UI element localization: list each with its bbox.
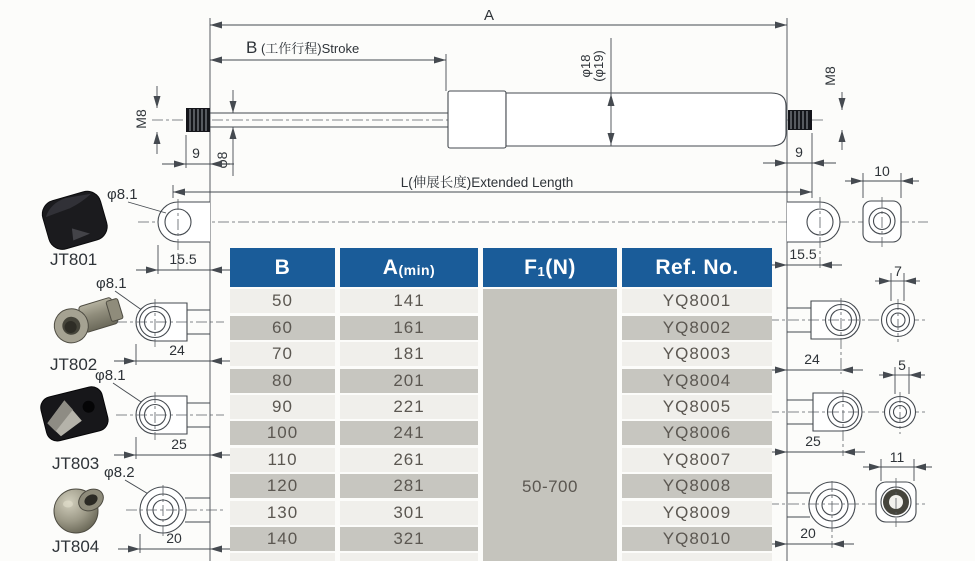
dim-label-thickness-row3: 5 xyxy=(898,357,906,373)
dim-label-rod-diameter: φ8 xyxy=(214,151,230,169)
gas-spring-body xyxy=(152,91,825,148)
dim-label-stroke: B (工作行程)Stroke xyxy=(246,38,360,57)
dim-thickness-row3 xyxy=(879,357,925,394)
dim-label-stud-right: 9 xyxy=(795,144,803,160)
fitting-label-jt802: JT802 xyxy=(50,355,98,374)
col-header-ref-no: Ref. No. xyxy=(622,248,772,287)
cell-b: 80 xyxy=(230,369,335,393)
thread-stud-right xyxy=(788,110,812,130)
cell-a: 261 xyxy=(340,448,478,472)
cylinder-tube xyxy=(506,93,786,146)
fitting-photo-jt801 xyxy=(39,188,110,253)
cell-a: 181 xyxy=(340,342,478,366)
cell-a: 301 xyxy=(340,501,478,525)
side-view-row3 xyxy=(885,392,916,434)
dim-eyelet-jt804 xyxy=(118,530,232,553)
side-view-row1 xyxy=(863,197,901,247)
dim-label-tube-diameter-alt: (φ19) xyxy=(591,50,606,82)
cell-a: 201 xyxy=(340,369,478,393)
dim-eyelet-right-row2 xyxy=(765,351,863,370)
dim-eyelet-left xyxy=(136,245,232,274)
dim-label-jt803: 25 xyxy=(171,436,187,452)
fitting-photo-jt804 xyxy=(54,485,107,533)
cell-ref: YQ8006 xyxy=(622,421,772,445)
cell-a: 141 xyxy=(340,289,478,313)
dim-overall-length xyxy=(210,7,787,25)
dim-eyelet-jt802 xyxy=(114,342,232,365)
cell-b: 50 xyxy=(230,289,335,313)
fitting-label-jt804: JT804 xyxy=(52,537,100,556)
col-header-b: B xyxy=(230,248,335,287)
dim-extended-length xyxy=(173,174,812,192)
eyelet-drawing-jt803 xyxy=(116,392,224,440)
cell-b: 60 xyxy=(230,316,335,340)
side-view-row4 xyxy=(876,478,916,527)
fitting-label-jt801: JT801 xyxy=(50,250,98,269)
dim-label-eyelet-right-row4: 20 xyxy=(800,525,816,541)
cell-b: 120 xyxy=(230,474,335,498)
cell-empty xyxy=(622,553,772,561)
cell-ref: YQ8002 xyxy=(622,316,772,340)
col-header-a-min: A (min) xyxy=(340,248,478,287)
force-range-cell xyxy=(483,289,617,561)
cell-b: 70 xyxy=(230,342,335,366)
cell-b: 110 xyxy=(230,448,335,472)
cell-b: 140 xyxy=(230,527,335,551)
dim-label-thickness-row1: 10 xyxy=(874,163,890,179)
cell-a: 241 xyxy=(340,421,478,445)
cell-ref: YQ8007 xyxy=(622,448,772,472)
cell-b: 100 xyxy=(230,421,335,445)
fitting-label-jt803: JT803 xyxy=(52,454,100,473)
cell-ref: YQ8008 xyxy=(622,474,772,498)
dim-stroke xyxy=(210,38,446,60)
hole-dia-label-jt803: φ8.1 xyxy=(95,367,126,384)
col-header-f1n: F $_1$ (N) xyxy=(483,248,617,287)
cell-a: 161 xyxy=(340,316,478,340)
dim-label-thread-right: M8 xyxy=(822,66,838,86)
dim-label-eyelet-right-row3: 25 xyxy=(805,433,821,449)
cell-ref: YQ8004 xyxy=(622,369,772,393)
hole-dia-label-jt804: φ8.2 xyxy=(104,464,135,481)
hole-dia-label-jt802: φ8.1 xyxy=(96,275,127,292)
cell-ref: YQ8010 xyxy=(622,527,772,551)
dim-thickness-row4 xyxy=(863,449,932,481)
dim-label-eyelet-right-row2: 24 xyxy=(804,351,820,367)
spec-table xyxy=(230,248,772,561)
dim-thread-right xyxy=(822,66,842,150)
cylinder-collar xyxy=(448,91,506,148)
dim-label-thickness-row2: 7 xyxy=(894,263,902,279)
dim-thickness-row2 xyxy=(875,263,920,301)
dim-label-eyelet-right: 15.5 xyxy=(789,246,817,262)
cell-b: 90 xyxy=(230,395,335,419)
eyelet-drawing-jt802 xyxy=(116,299,224,347)
dim-label-thickness-row4: 11 xyxy=(889,449,905,465)
cell-ref: YQ8009 xyxy=(622,501,772,525)
dim-label-jt802: 24 xyxy=(169,342,185,358)
dim-label-extended-length: L(伸展长度)Extended Length xyxy=(400,175,574,190)
cell-ref: YQ8001 xyxy=(622,289,772,313)
leader-line-jt801 xyxy=(128,202,166,213)
dim-eyelet-jt803 xyxy=(114,436,232,459)
hole-dia-label-jt801: φ8.1 xyxy=(107,186,138,203)
side-view-row2 xyxy=(882,299,915,342)
dim-stud-length-right xyxy=(763,144,836,163)
dim-label-tube-diameter: φ18 xyxy=(578,54,593,78)
force-range-value: 50-700 xyxy=(522,477,578,497)
cell-empty xyxy=(340,553,478,561)
cell-ref: YQ8003 xyxy=(622,342,772,366)
dim-rod-diameter xyxy=(214,90,233,176)
cell-a: 321 xyxy=(340,527,478,551)
fitting-photo-jt803 xyxy=(38,384,110,443)
dim-label-jt804: 20 xyxy=(166,530,182,546)
dim-label-thread-left: M8 xyxy=(133,109,149,129)
cell-empty xyxy=(230,553,335,561)
dim-label-eyelet-left: 15.5 xyxy=(169,251,197,267)
dim-eyelet-right-row4 xyxy=(765,525,854,544)
fitting-photo-jt802 xyxy=(50,294,126,347)
dim-eyelet-right-row3 xyxy=(765,433,865,452)
cell-a: 221 xyxy=(340,395,478,419)
dim-label-stud-left: 9 xyxy=(192,145,200,161)
cell-ref: YQ8005 xyxy=(622,395,772,419)
cell-b: 130 xyxy=(230,501,335,525)
dim-label-a: A xyxy=(483,7,495,24)
cell-a: 281 xyxy=(340,474,478,498)
dim-eyelet-right xyxy=(765,246,842,265)
dim-thickness-row1 xyxy=(845,163,919,198)
thread-stud-left xyxy=(186,108,210,132)
